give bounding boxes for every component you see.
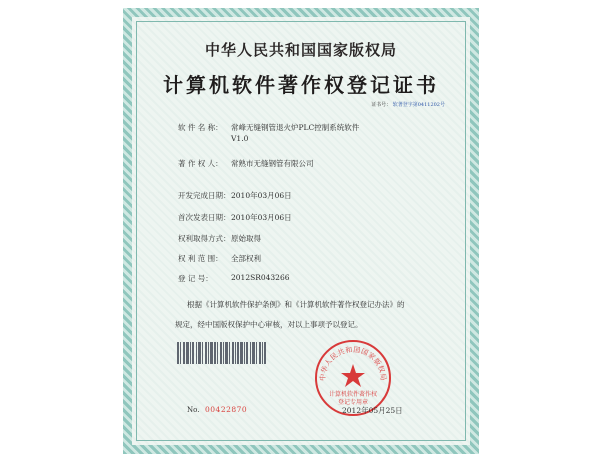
issue-date: 2012年05月25日 [342,406,403,415]
field-value-software-version: V1.0 [231,134,249,143]
field-value-rights-scope: 全部权利 [231,254,261,263]
certificate [123,8,479,454]
field-label-copyright-owner: 著 作 权 人： [178,159,223,168]
field-value-publish-date: 2010年03月06日 [231,213,292,222]
field-value-registration-no: 2012SR043266 [231,273,290,282]
field-label-software-name: 软 件 名 称： [178,123,223,132]
field-value-copyright-owner: 常熟市无缝钢管有限公司 [231,159,314,168]
certificate-number [333,101,445,108]
serial-number-label: No. [187,406,200,414]
field-value-completion-date: 2010年03月06日 [231,191,292,200]
statement-line-2: 规定，经中国版权保护中心审核，对以上事项予以登记。 [175,320,363,329]
barcode-stamp [177,342,277,364]
certificate-number-value: 软著登字第0411202号 [392,102,445,108]
field-value-software-name: 常峰无缝钢管退火炉PLC控制系统软件 [231,123,360,132]
field-label-publish-date: 首次发表日期： [178,213,231,222]
seal-line-2: 登记专用章 [337,399,369,406]
certificate-number-label: 证书号： [371,102,392,108]
field-label-registration-no: 登 记 号： [178,274,213,283]
field-label-acquisition: 权利取得方式： [178,234,231,243]
field-label-completion-date: 开发完成日期： [178,191,231,200]
issuer-header: 中华人民共和国国家版权局 [204,41,397,59]
serial-number-value: 00422870 [205,405,248,414]
statement-line-1: 根据《计算机软件保护条例》和《计算机软件著作权登记办法》的 [187,300,405,309]
certificate-title: 计算机软件著作权登记证书 [163,73,439,97]
field-value-acquisition: 原始取得 [231,234,261,243]
field-label-rights-scope: 权 利 范 围： [178,254,223,263]
seal-star-icon [341,364,365,387]
seal-ring-text: 中华人民共和国国家版权局 [318,345,388,382]
seal-line-1: 计算机软件著作权 [328,391,378,398]
